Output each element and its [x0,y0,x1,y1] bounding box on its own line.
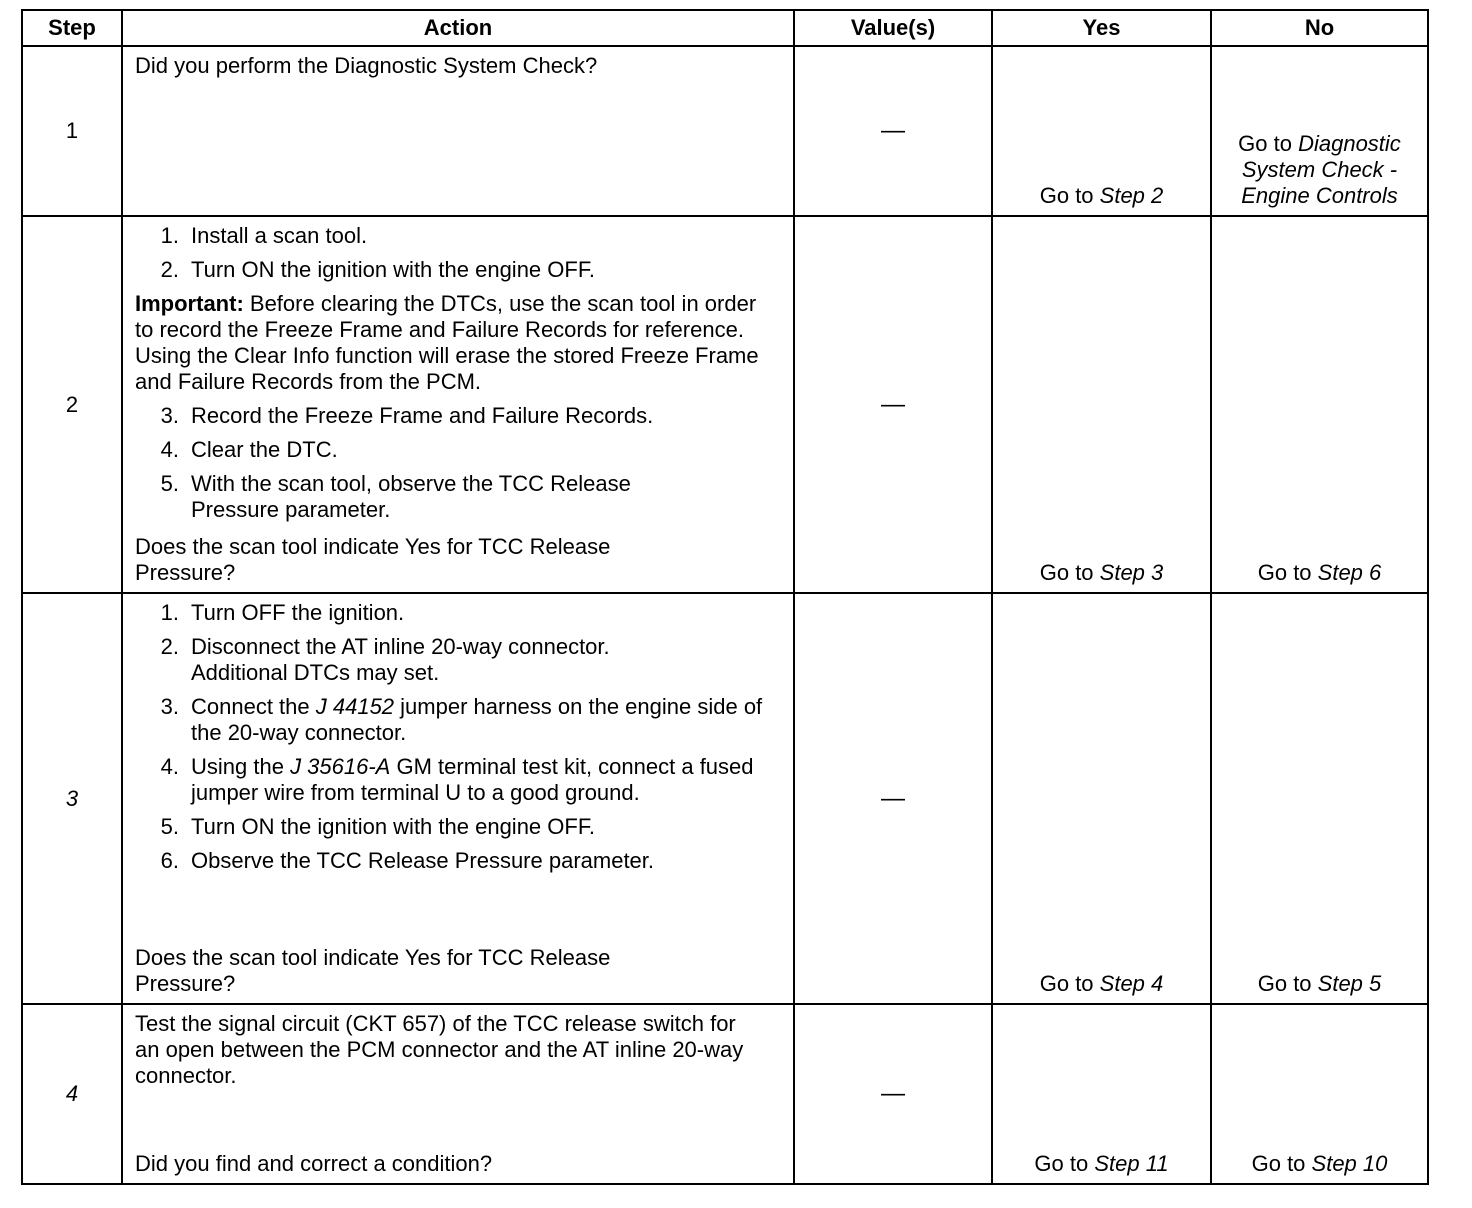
list-item: 5. With the scan tool, observe the TCC Release Pressure parameter. [160,471,631,522]
no-cell [1211,1004,1428,1184]
step-number: 4 [22,1004,122,1184]
yes-cell [992,593,1211,1004]
yes-link[interactable]: Step 2 [1099,183,1164,208]
action-cell [122,593,794,1004]
list-item: 4. Using the J 35616-A GM terminal test kit, connect a fused jumper wire from terminal U to a good ground. [160,754,754,805]
list-item: 6. Observe the TCC Release Pressure parameter. [160,848,655,873]
no-cell [1211,216,1428,593]
header-action: Action [122,10,794,46]
table-row [22,216,1428,593]
list-item: 1. Install a scan tool. [160,223,368,248]
action-text: Test the signal circuit (CKT 657) of the TCC release switch for an open between the PCM connector and the AT inline 20-way connector. [135,1011,744,1088]
step-number: 1 [22,46,122,216]
yes-prefix: Go to [1039,560,1100,585]
list-item: 2. Turn ON the ignition with the engine OFF. [160,257,595,282]
no-cell [1211,46,1428,216]
list-item: 2. Disconnect the AT inline 20-way connector. Additional DTCs may set. [160,634,610,685]
header-row [22,10,1428,46]
question-text: Did you find and correct a condition? [135,1151,493,1176]
header-step: Step [22,10,122,46]
no-link[interactable]: Step 5 [1317,971,1382,996]
header-no: No [1211,10,1428,46]
value-cell: — [794,1004,992,1184]
question-text: Did you perform the Diagnostic System Check? [135,53,598,78]
yes-cell [992,1004,1211,1184]
question-text: Does the scan tool indicate Yes for TCC Release Pressure? [135,534,611,585]
tool-reference: J 35616-A [290,754,391,779]
action-cell [122,1004,794,1184]
no-cell [1211,593,1428,1004]
header-yes: Yes [992,10,1211,46]
no-prefix: Go to [1238,131,1299,156]
important-text: Before clearing the DTCs, use the scan tool in order to record the Freeze Frame and Failure Records for reference. Using the Clear Info function will erase the stored Freeze Frame and Failure Records from the PCM. [135,291,759,394]
list-item: 3. Record the Freeze Frame and Failure Records. [160,403,654,428]
yes-link[interactable]: Step 4 [1099,971,1164,996]
important-label: Important: [135,291,244,316]
tool-reference: J 44152 [315,694,395,719]
table-row [22,1004,1428,1184]
value-cell: — [794,46,992,216]
header-values: Value(s) [794,10,992,46]
yes-prefix: Go to [1039,971,1100,996]
important-note [135,291,779,395]
action-cell [122,216,794,593]
value-cell: — [794,216,992,593]
list-item: 4. Clear the DTC. [160,437,338,462]
list-item: 1. Turn OFF the ignition. [160,600,405,625]
table-row [22,46,1428,216]
no-prefix: Go to [1251,1151,1312,1176]
no-link-line3[interactable]: Engine Controls [1241,183,1398,208]
question-text: Does the scan tool indicate Yes for TCC Release Pressure? [135,945,611,996]
no-link-line1[interactable]: Diagnostic [1298,131,1401,156]
yes-cell [992,216,1211,593]
yes-link[interactable]: Step 3 [1099,560,1164,585]
table-row [22,593,1428,1004]
no-link-line2[interactable]: System Check - [1241,157,1398,182]
list-item: 5. Turn ON the ignition with the engine OFF. [160,814,595,839]
no-link[interactable]: Step 6 [1317,560,1382,585]
action-cell [122,46,794,216]
no-prefix: Go to [1257,971,1318,996]
yes-cell [992,46,1211,216]
value-cell: — [794,593,992,1004]
step-number: 3 [22,593,122,1004]
diagnostic-table [21,9,1429,1185]
list-item: 3. Connect the J 44152 jumper harness on the engine side of the 20-way connector. [160,694,763,745]
yes-prefix: Go to [1039,183,1100,208]
yes-link[interactable]: Step 11 [1094,1151,1169,1176]
no-link[interactable]: Step 10 [1311,1151,1388,1176]
no-prefix: Go to [1257,560,1318,585]
step-number: 2 [22,216,122,593]
yes-prefix: Go to [1034,1151,1095,1176]
